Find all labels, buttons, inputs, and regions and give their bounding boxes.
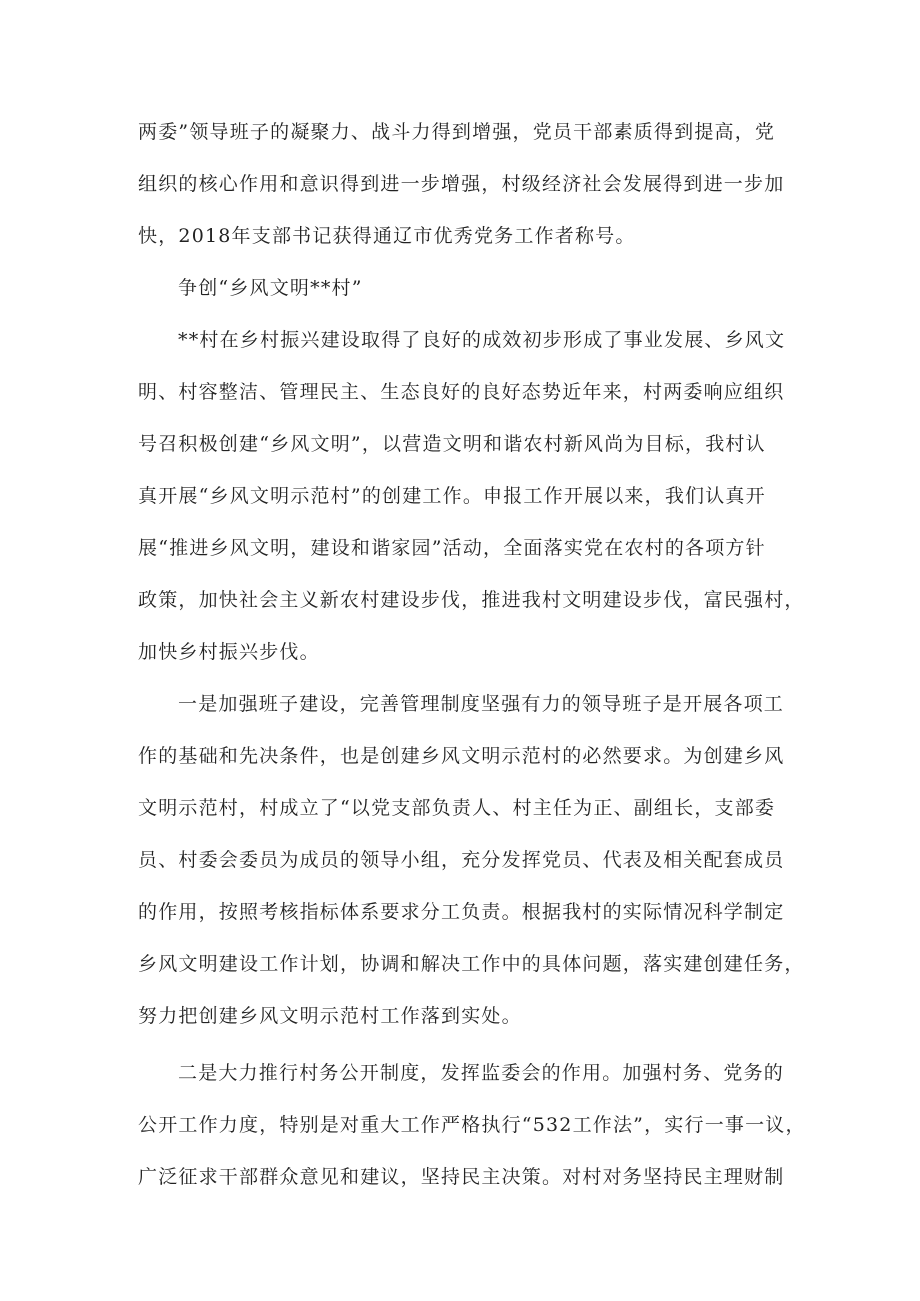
paragraph-4-line-1: 二是大力推行村务公开制度，发挥监委会的作用。加强村务、党务的 xyxy=(178,1062,785,1084)
paragraph-1-line-1: 两委”领导班子的凝聚力、战斗力得到增强，党员干部素质得到提高，党 xyxy=(138,121,776,143)
section-heading: 争创“乡风文明**村” xyxy=(178,277,363,299)
paragraph-2-line-7: 加快乡村振兴步伐。 xyxy=(138,641,320,663)
paragraph-2-line-3: 号召积极创建“乡风文明”，以营造文明和谐农村新风尚为目标，我村认 xyxy=(138,433,766,455)
paragraph-2-line-5: 展“推进乡风文明，建设和谐家园”活动，全面落实党在农村的各项方针 xyxy=(138,537,766,559)
paragraph-4-line-3: 广泛征求干部群众意见和建议，坚持民主决策。对村对务坚持民主理财制 xyxy=(138,1166,785,1188)
paragraph-1-line-3: 快，2018年支部书记获得通辽市优秀党务工作者称号。 xyxy=(138,225,636,247)
paragraph-3-line-1: 一是加强班子建设，完善管理制度坚强有力的领导班子是开展各项工 xyxy=(178,693,785,715)
paragraph-3-line-2: 作的基础和先决条件，也是创建乡风文明示范村的必然要求。为创建乡风 xyxy=(138,745,785,767)
paragraph-2-line-1: **村在乡村振兴建设取得了良好的成效初步形成了事业发展、乡风文 xyxy=(178,329,786,351)
paragraph-2-line-4: 真开展“乡风文明示范村”的创建工作。申报工作开展以来，我们认真开 xyxy=(138,485,766,507)
paragraph-2-line-6: 政策，加快社会主义新农村建设步伐，推进我村文明建设步伐，富民强村， xyxy=(138,589,805,611)
paragraph-3-line-3: 文明示范村，村成立了“以党支部负责人、村主任为正、副组长，支部委 xyxy=(138,797,776,819)
paragraph-3-line-7: 努力把创建乡风文明示范村工作落到实处。 xyxy=(138,1005,522,1027)
paragraph-3-line-4: 员、村委会委员为成员的领导小组，充分发挥党员、代表及相关配套成员 xyxy=(138,849,785,871)
paragraph-4-line-2: 公开工作力度，特别是对重大工作严格执行“532工作法”，实行一事一议， xyxy=(138,1114,806,1136)
paragraph-3-line-6: 乡风文明建设工作计划，协调和解决工作中的具体问题，落实建创建任务， xyxy=(138,953,805,975)
paragraph-1-line-2: 组织的核心作用和意识得到进一步增强，村级经济社会发展得到进一步加 xyxy=(138,173,785,195)
paragraph-3-line-5: 的作用，按照考核指标体系要求分工负责。根据我村的实际情况科学制定 xyxy=(138,901,785,923)
paragraph-2-line-2: 明、村容整洁、管理民主、生态良好的良好态势近年来，村两委响应组织 xyxy=(138,381,785,403)
